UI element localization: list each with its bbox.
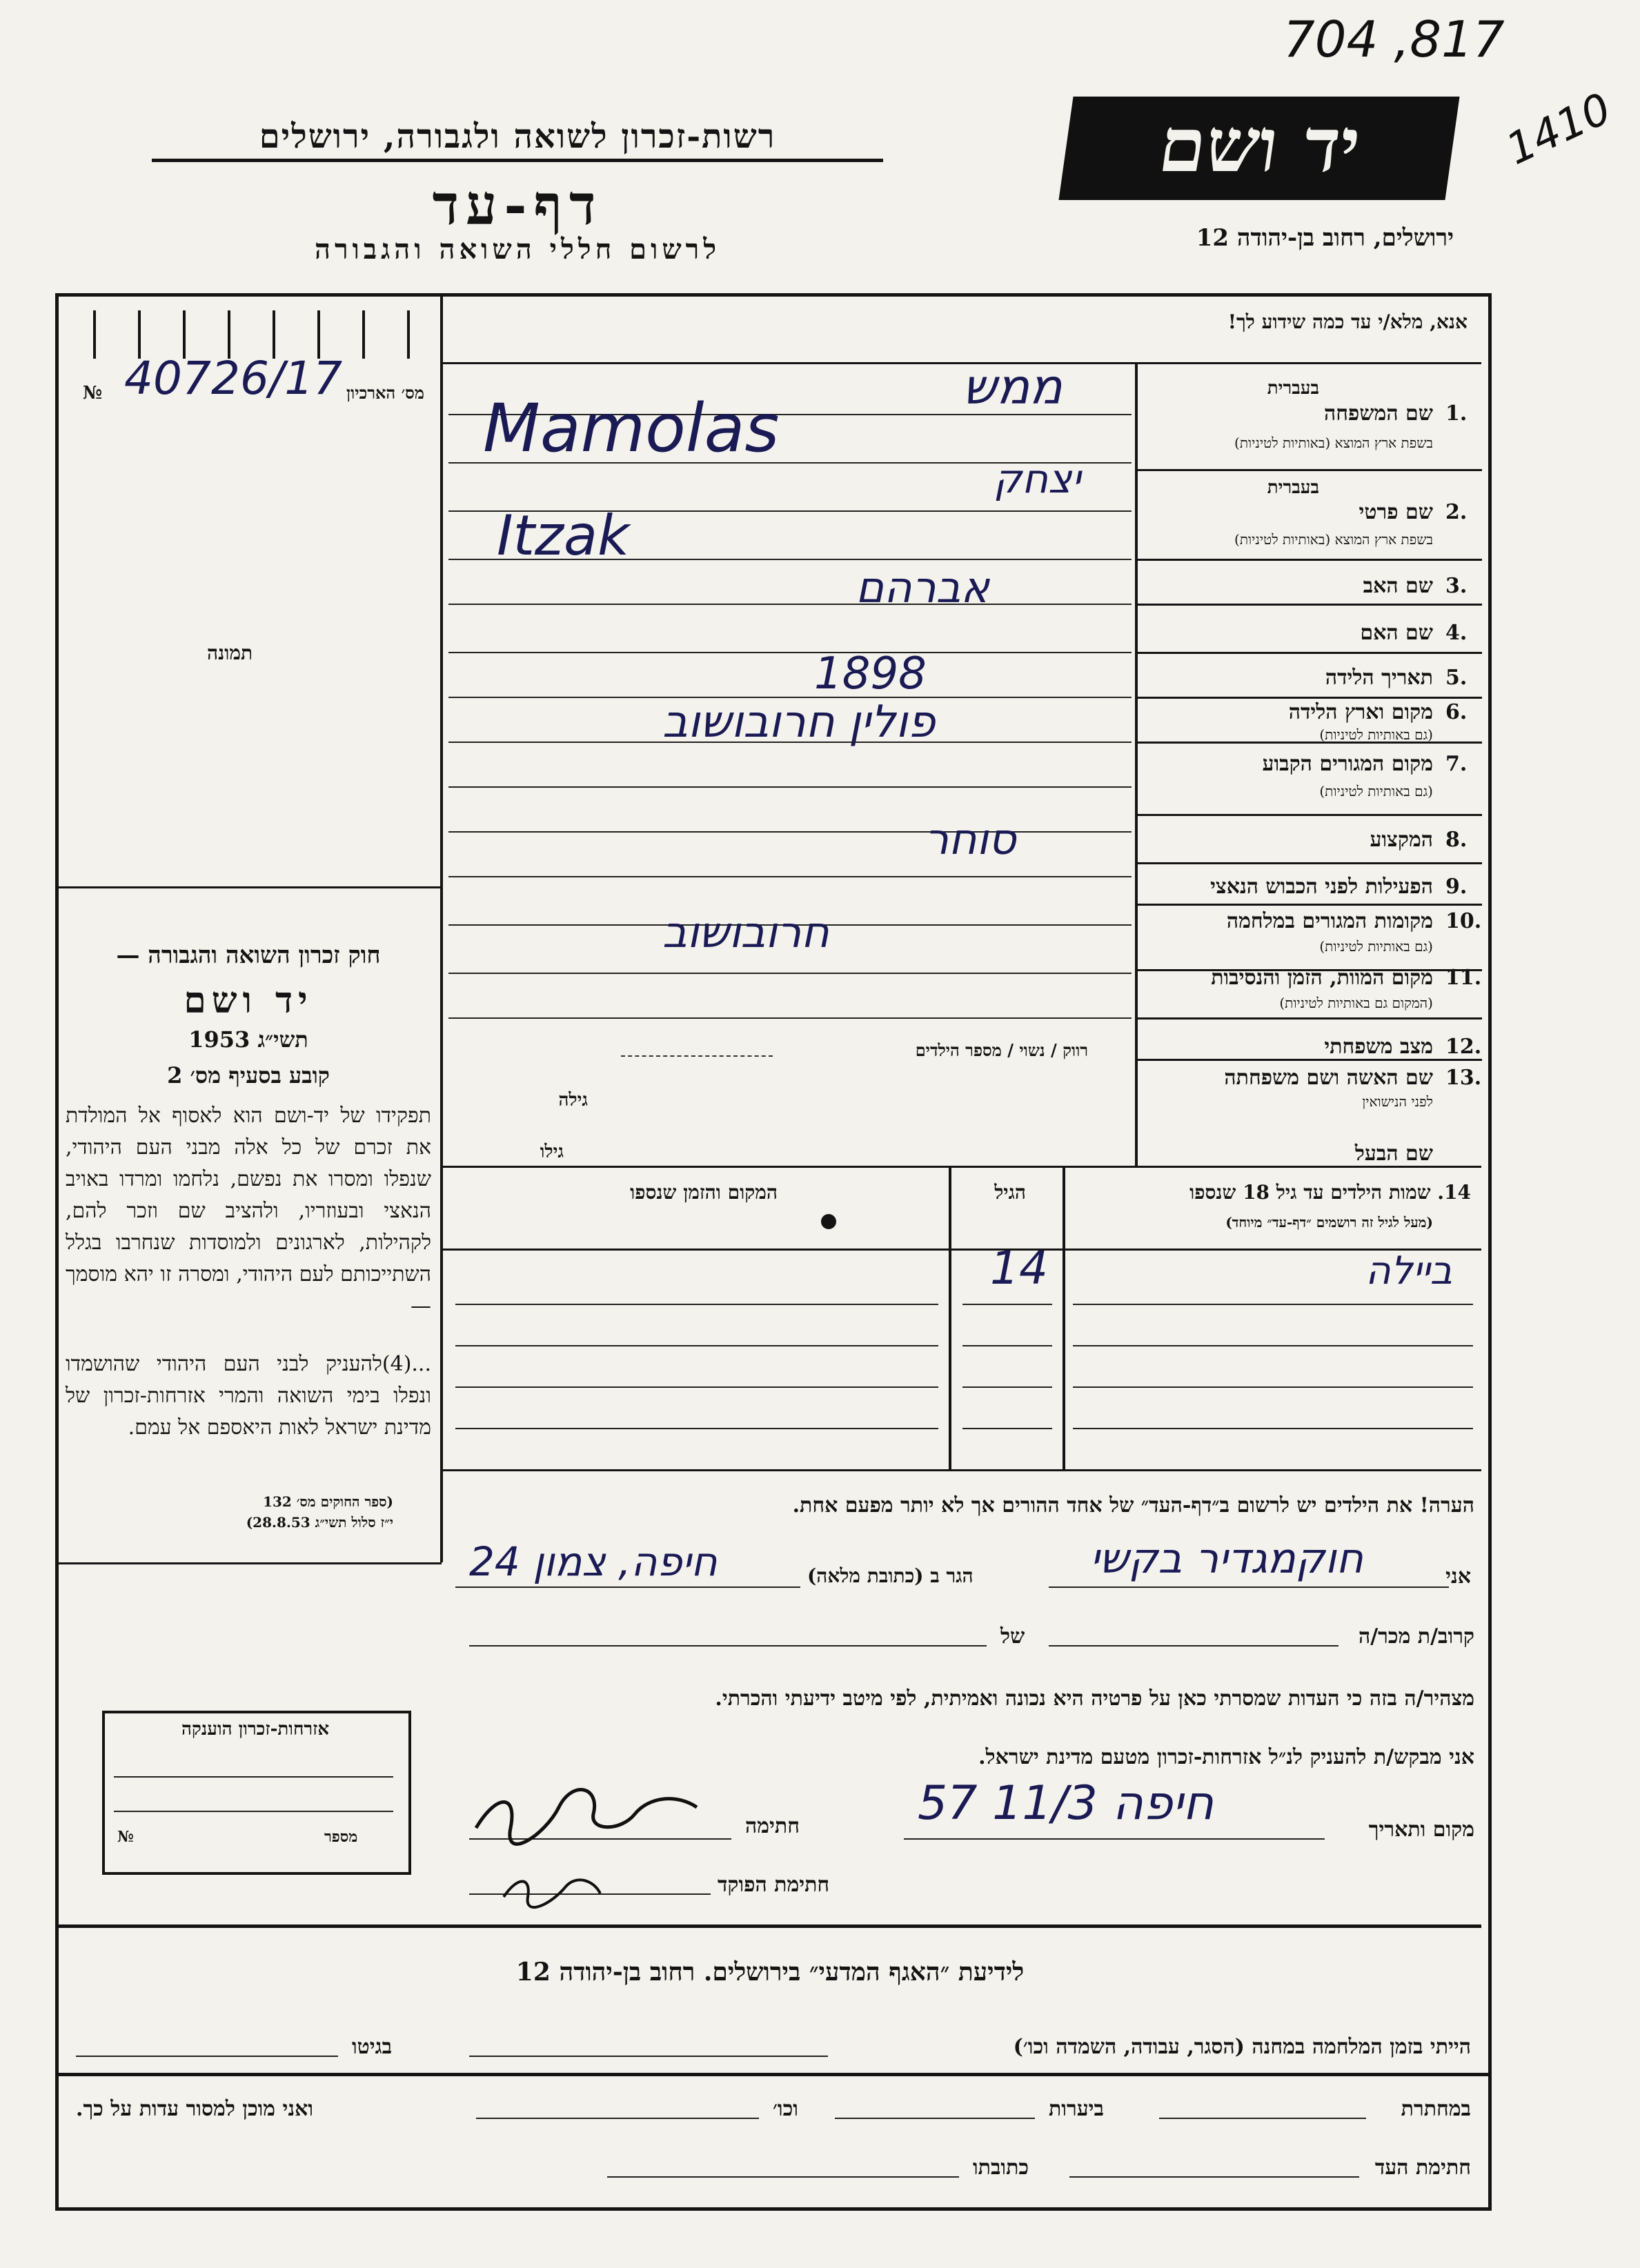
photo-area-bottom [59,886,442,888]
field-4-num: 4. [1445,621,1468,645]
marital-options: רווק / נשוי / מספר הילדים [915,1040,1088,1060]
field-10-label: מקומות המגורים במלחמה [1226,909,1433,933]
children-subheader: (מעל לגיל זה רושמים ״דף-עד״ מיוחד) [1225,1214,1433,1231]
field-9-num: 9. [1445,875,1468,899]
underground-label: במחתרת [1401,2097,1471,2121]
citizenship-number-mark: № [117,1828,134,1846]
child-age: 14 [990,1242,1048,1295]
handwritten-reference: 704 ,817 [1283,10,1505,68]
law-year: תשי״ג 1953 [188,1026,308,1053]
willing-label: ואני מוכן למסור עדות על כך. [76,2097,314,2121]
citizenship-line-2 [114,1811,393,1812]
forest-label: ביערות [1049,2097,1105,2121]
field-13-label: שם האשה ושם משפחתה [1224,1066,1433,1090]
father-value: אברהם [856,562,989,613]
children-bottom-line [443,1469,1481,1471]
children-header: 14. שמות הילדים עד גיל 18 שנספו [1189,1181,1471,1204]
place-date-value: חיפה 11/3 57 [918,1776,1214,1831]
relative-line [1049,1645,1338,1647]
law-reference-1: (ספר החוקים מס׳ 132 [263,1493,393,1510]
citizenship-line-1 [114,1776,393,1778]
surname-latin-value: Mamolas [483,390,780,467]
field-1-num: 1. [1445,401,1468,426]
husband-label: שם הבעל [1354,1142,1433,1166]
address-line [455,1586,800,1588]
wife-age-label: גילה [558,1090,588,1111]
address: ירושלים, רחוב בן-יהודה 12 [1196,224,1454,252]
field-7-note: (גם באותיות לטיניות) [1319,783,1433,799]
left-column-divider [440,297,443,1562]
children-header-line [443,1249,1481,1251]
field-5-label: תאריך הלידה [1325,666,1433,690]
field-10-note: (גם באותיות לטיניות) [1319,938,1433,955]
field-2-note: בשפת ארץ המוצא (באותיות לטיניות) [1234,531,1433,548]
form-subtitle: לרשום חללי השואה והגבורה [314,233,721,266]
wartime-place-value: חרובושוב [662,907,829,957]
child-row-1 [445,1242,1480,1297]
firstname-latin-value: Itzak [497,504,630,568]
field-1-note: בשפת ארץ המוצא (באותיות לטיניות) [1234,435,1433,451]
etc-label: וכו׳ [773,2097,798,2121]
children-top-line [443,1166,1481,1168]
law-text: תפקידו של יד-ושם הוא לאסוף אל המולדת את זכרם של כל אלה מבני העם היהודי, שנפלו ומסרו את נפשם, נלחמו ומרדו באויב הנאצי ובעוזריו, ולהציב שם וזכר להם, לקהילות, לארגונים ולמוסדות שנחרבו בגלל השתייכותם לעם היהודי, ומסרה זו יהא מוסמך — [66,1104,431,1318]
children-name-divider [1063,1166,1065,1469]
field-1-label: שם המשפחה [1323,401,1433,426]
left-column-bottom [59,1562,442,1564]
field-6-note: (גם באותיות לטיניות) [1319,726,1433,743]
photo-label: תמונה [207,641,253,664]
hebrew-label-1: בעברית [1267,378,1319,399]
field-3-label: שם האב [1363,574,1433,598]
field-7-label: מקום המגורים הקבוע [1262,752,1433,776]
ghetto-label: בגיטו [352,2035,393,2059]
birth-year-value: 1898 [814,648,927,699]
of-line [469,1645,987,1647]
official-signature-label: חתימת הפוקד [718,1873,830,1897]
labels-divider [1135,362,1138,1166]
request-text: אני מבקש/ת להעניק לנ״ל אזרחות-זכרון מטעם מדינת ישראל. [978,1745,1474,1769]
resident-label: הגר ב (כתובת מלאה) [807,1564,974,1587]
children-age-divider [949,1166,951,1469]
hebrew-label-2: בעברית [1267,477,1319,498]
bottom-title: לידיעת ״האגף המדעי״ בירושלים. רחוב בן-יהודה 12 [515,1958,1025,1987]
place-date-label: מקום ותאריך [1368,1818,1474,1842]
i-label: אני [1445,1564,1471,1589]
place-header: המקום והזמן שנספו [630,1181,778,1204]
field-13-num: 13. [1445,1066,1482,1090]
yad-vashem-logo [1058,97,1459,200]
field-8-num: 8. [1445,828,1468,852]
field-9-label: הפעילות לפני הכבוש הנאצי [1210,875,1433,899]
declarant-address-value: חיפה, צמון 24 [469,1538,718,1585]
field-2-label: שם פרטי [1359,500,1433,524]
authority-title: רשות-זכרון לשואה ולגבורה, ירושלים [152,117,883,162]
declarant-name-value: חוקמגדיר בקשי [1090,1535,1363,1583]
child-name: ביילה [1365,1249,1452,1293]
occupation-value: סוחר [925,814,1016,864]
age-header: הגיל [994,1181,1026,1204]
field-12-label: מצב משפחתי [1324,1035,1433,1059]
camp-symbol-icon [821,1214,836,1229]
archive-number-mark: № [83,383,103,404]
law-section: קובע בסעיף מס׳ 2 [167,1062,330,1088]
husband-age-label: גילו [540,1142,564,1162]
field-4-label: שם האם [1360,621,1433,645]
signature-label: חתימה [745,1814,800,1838]
marital-dash [621,1055,773,1057]
field-10-num: 10. [1445,909,1482,933]
law-title: חוק זכרון השואה והגבורה — [116,942,381,969]
surname-hebrew-value: ממש [962,359,1063,415]
camp-line-label: הייתי בזמן המלחמה במחנה (הסגר, עבודה, השמדה וכו׳) [1013,2035,1471,2059]
bottom-frame [55,1924,1492,2211]
form-instruction: אנא, מלא/י עד כמה שידוע לך! [1227,310,1468,333]
of-label: של [1000,1624,1025,1649]
birthplace-value: פולין חרובושוב [662,697,936,748]
field-11-label: מקום המוות, הזמן והנסיבות [1211,966,1433,990]
archive-number-value: 40726/17 [124,352,343,405]
field-8-label: המקצוע [1370,828,1433,852]
declarant-signature [469,1766,718,1849]
field-12-num: 12. [1445,1035,1482,1059]
official-signature [497,1862,607,1911]
place-date-line [904,1838,1325,1840]
law-yad-vashem: יד ושם [184,979,313,1022]
field-5-num: 5. [1445,666,1468,690]
law-reference-2: י״ז סלול תשי״ג 28.8.53) [246,1514,393,1531]
citizenship-box-title: אזרחות-זכרון הוענקה [181,1719,330,1740]
declarant-name-line [1049,1586,1449,1588]
law-text-2: ...(4)להעניק לבני העם היהודי שהושמדו ונפלו בימי השואה והמרי אזרחות-זכרון של מדינת ישראל לאות היאספם אל עמם. [66,1352,431,1440]
witness-signature-label: חתימת העד [1374,2156,1471,2180]
field-7-num: 7. [1445,752,1468,776]
certify-text: מצהיר/ה בזה כי העדות שמסרתי כאן על פרטיה היא נכונה ואמיתית, לפי מיטב ידיעתי והכרתי. [715,1687,1474,1711]
field-6-label: מקום וארץ הלידה [1288,700,1433,724]
handwritten-side-number: 1410 [1498,83,1619,175]
relative-label: קרוב/ת מכר/ה [1358,1624,1474,1649]
firstname-hebrew-value: יצחק [994,455,1081,502]
form-title: דף-עד [432,172,603,237]
field-11-note: (המקום גם באותיות לטיניות) [1279,995,1433,1011]
logo-text: יד ושם [1154,102,1366,189]
field-6-num: 6. [1445,700,1468,724]
archive-number-label: מס׳ הארכיון [346,383,424,403]
children-note: הערה! את הילדים יש לרשום ב״דף-העד״ של אחד ההורים אך לא יותר מפעם אחת. [792,1493,1474,1518]
witness-address-label: כתובתו [973,2156,1029,2180]
field-2-num: 2. [1445,500,1468,524]
field-13-note: לפני הנישואין [1362,1093,1433,1110]
citizenship-number-label: מספר [324,1828,358,1846]
field-11-num: 11. [1445,966,1482,990]
field-3-num: 3. [1445,574,1468,598]
